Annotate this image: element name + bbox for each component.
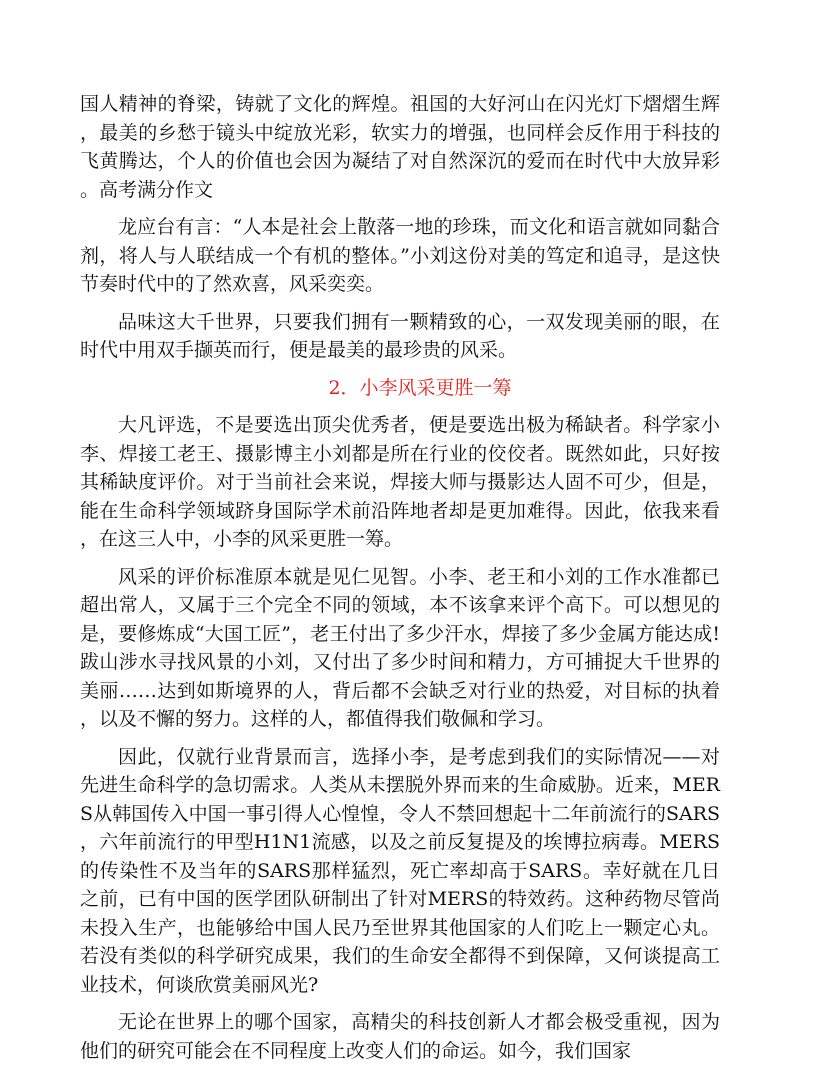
paragraph: 品味这大千世界，只要我们拥有一颗精致的心，一双发现美丽的眼，在时代中用双手撷英而行，便是最美的最珍贵的风采。 (80, 310, 720, 361)
paragraph: 风采的评价标准原本就是见仁见智。小李、老王和小刘的工作水准都已超出常人，又属于三个完全不同的领域，本不该拿来评个高下。可以想见的是，要修炼成“大国工匠”，老王付出了多少汗水，焊接了多少金属方能达成!跋山涉水寻找风景的小刘，又付出了多少时间和精力，方可捕捉大千世界的美丽……达到如斯境界的人，背后都不会缺乏对行业的热爱，对目标的执着，以及不懈的努力。这样的人，都值得我们敬佩和学习。 (80, 565, 720, 730)
paragraph-continued: 国人精神的脊梁，铸就了文化的辉煌。祖国的大好河山在闪光灯下熠熠生辉，最美的乡愁于镜头中绽放光彩，软实力的增强，也同样会反作用于科技的飞黄腾达，个人的价值也会因为凝结了对自然深沉的爱而在时代中大放异彩。高考满分作文 (80, 93, 720, 201)
paragraph: 因此，仅就行业背景而言，选择小李，是考虑到我们的实际情况——对先进生命科学的急切需求。人类从未摆脱外界而来的生命威胁。近来，MERS从韩国传入中国一事引得人心惶惶，令人不禁回想起十二年前流行的SARS，六年前流行的甲型H1N1流感，以及之前反复提及的埃博拉病毒。MERS的传染性不及当年的SARS那样猛烈，死亡率却高于SARS。幸好就在几日之前，已有中国的医学团队研制出了针对MERS的特效药。这种药物尽管尚未投入生产，也能够给中国人民乃至世界其他国家的人们吃上一颗定心丸。若没有类似的科学研究成果，我们的生命安全都得不到保障，又何谈提高工业技术，何谈欣赏美丽风光? (80, 745, 720, 996)
paragraph: 无论在世界上的哪个国家，高精尖的科技创新人才都会极受重视，因为他们的研究可能会在不同程度上改变人们的命运。如今，我们国家 (80, 1011, 720, 1062)
document-page (80, 90, 720, 1074)
paragraph: 大凡评选，不是要选出顶尖优秀者，便是要选出极为稀缺者。科学家小李、焊接工老王、摄影博主小刘都是所在行业的佼佼者。既然如此，只好按其稀缺度评价。对于当前社会来说，焊接大师与摄影达人固不可少，但是，能在生命科学领域跻身国际学术前沿阵地者却是更加难得。因此，依我来看，在这三人中，小李的风采更胜一筹。 (80, 414, 720, 550)
paragraph: 龙应台有言：“人本是社会上散落一地的珍珠，而文化和语言就如同黏合剂，将人与人联结成一个有机的整体。”小刘这份对美的笃定和追寻，是这快节奏时代中的了然欢喜，风采奕奕。 (80, 216, 720, 295)
section-heading: 2．小李风采更胜一筹 (328, 376, 512, 399)
